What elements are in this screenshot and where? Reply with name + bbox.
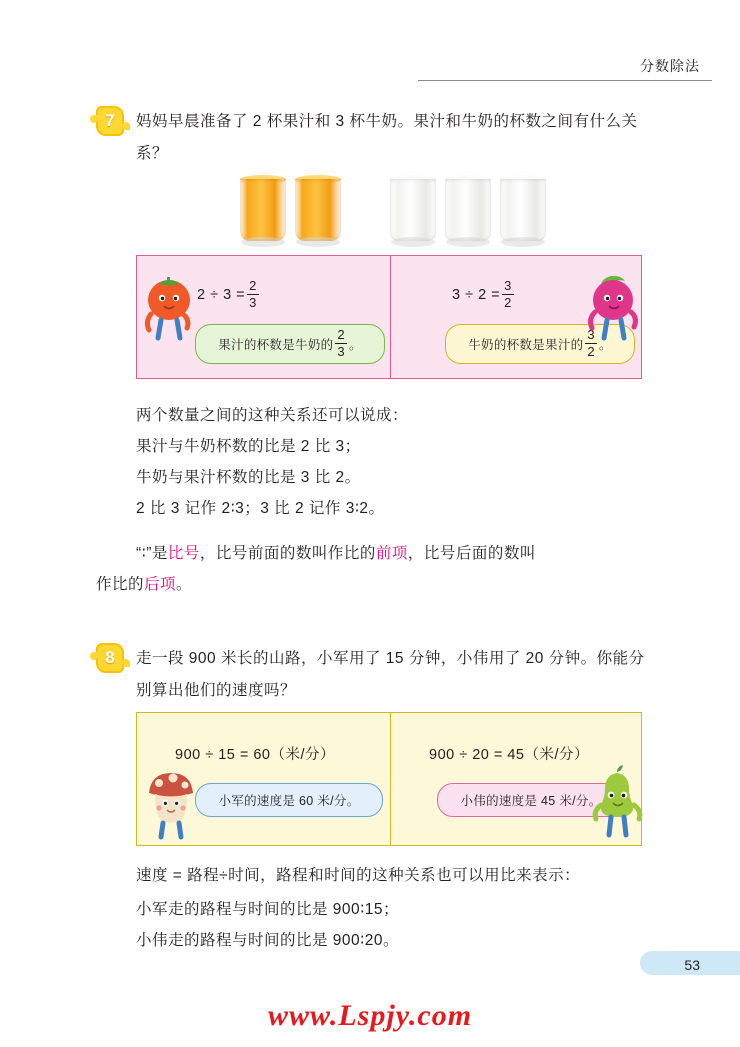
- term-bihao: 比号: [167, 545, 200, 562]
- milk-glass: [445, 179, 491, 241]
- equation-right-7: [452, 280, 516, 310]
- explanation-7-line-2: 果汁与牛奶杯数的比是 2 比 3；: [136, 438, 361, 455]
- panel-divider: [390, 713, 391, 845]
- fraction-numerator: 3: [587, 326, 595, 342]
- watermark: www.Lspjy.com: [267, 999, 473, 1032]
- milk-glass: [500, 179, 546, 241]
- fraction-denominator: 3: [337, 343, 345, 359]
- equation-right-8: 900 ÷ 20 = 45（米/分）: [429, 747, 590, 763]
- equation-left-7-text: 2 ÷ 3 =: [197, 287, 246, 304]
- equation-right-7-text: 3 ÷ 2 =: [452, 287, 501, 304]
- definition-part-4: 作比的: [96, 576, 145, 593]
- bubble-left-7-text: 果汁的杯数是牛奶的: [218, 338, 334, 352]
- definition-line-1: [136, 538, 656, 569]
- juice-glass-body: [240, 179, 286, 241]
- glass-base: [501, 237, 545, 247]
- answer-panel-8: [136, 712, 642, 846]
- explanation-8-line-1: 速度 = 路程÷时间，路程和时间的这种关系也可以用比来表示：: [136, 867, 581, 884]
- problem-number-7: 7: [105, 111, 115, 130]
- problem-question-7: 妈妈早晨准备了 2 杯果汁和 3 杯牛奶。果汁和牛奶的杯数之间有什么关系？: [136, 113, 638, 162]
- definition-part-2: ，比号前面的数叫作比的: [199, 545, 376, 562]
- definition-part-1: “∶”是: [136, 545, 168, 562]
- problem-number-8: 8: [105, 648, 115, 667]
- fraction-denominator: 3: [249, 294, 257, 310]
- explanation-7-line-3: 牛奶与果汁杯数的比是 3 比 2。: [136, 469, 361, 486]
- definition-part-5: 。: [176, 576, 193, 593]
- fraction-denominator: 2: [504, 294, 512, 310]
- juice-glass: [240, 179, 286, 241]
- page-number: 53: [684, 957, 700, 973]
- fraction-numerator: 2: [337, 326, 345, 342]
- juice-glass-body: [295, 179, 341, 241]
- glass-base: [391, 237, 435, 247]
- bubble-left-7-suffix: 。: [348, 338, 362, 352]
- glass-base: [446, 237, 490, 247]
- juice-glass-group: [240, 175, 360, 247]
- explanation-7-line-1: 两个数量之间的这种关系还可以说成：: [136, 407, 409, 424]
- fraction-numerator: 3: [504, 278, 512, 293]
- milk-glass: [390, 179, 436, 241]
- mushroom-mascot-icon: [143, 767, 199, 841]
- fraction-left-7: [247, 279, 259, 309]
- equation-left-7: [197, 280, 261, 310]
- answer-panel-7: [136, 255, 642, 379]
- bubble-fraction-left-7: [335, 328, 347, 358]
- speech-bubble-left-7: [195, 324, 385, 364]
- term-qianxiang: 前项: [375, 545, 408, 562]
- pear-mascot-icon: [589, 765, 645, 841]
- explanation-7-line-4: 2 比 3 记作 2∶3；3 比 2 记作 3∶2。: [136, 500, 385, 517]
- definition-part-3: ，比号后面的数叫: [407, 545, 536, 562]
- term-houxiang: 后项: [144, 576, 177, 593]
- fraction-numerator: 2: [249, 278, 257, 293]
- bubble-right-7-suffix: 。: [598, 338, 612, 352]
- problem-number-badge-7: [96, 106, 124, 136]
- equation-left-8: 900 ÷ 15 = 60（米/分）: [175, 747, 336, 763]
- milk-glass-body: [500, 179, 546, 241]
- speech-bubble-left-8: 小军的速度是 60 米/分。: [195, 783, 383, 817]
- explanation-8-line-2: 小军走的路程与时间的比是 900∶15；: [136, 901, 399, 918]
- chapter-title: 分数除法: [640, 58, 700, 74]
- panel-divider: [390, 256, 391, 378]
- explanation-8-line-3: 小伟走的路程与时间的比是 900∶20。: [136, 932, 399, 949]
- header-rule: [418, 80, 712, 81]
- juice-glass: [295, 179, 341, 241]
- fraction-right-7: [502, 279, 514, 309]
- glass-base: [241, 237, 285, 247]
- milk-glass-body: [390, 179, 436, 241]
- milk-glass-body: [445, 179, 491, 241]
- problem-question-8: 走一段 900 米长的山路，小军用了 15 分钟，小伟用了 20 分钟。你能分别算出他们的速度吗？: [136, 650, 645, 699]
- problem-number-badge-8: [96, 643, 124, 673]
- glass-base: [296, 237, 340, 247]
- milk-glass-group: [390, 175, 570, 247]
- tomato-mascot-icon: [139, 274, 195, 344]
- radish-mascot-icon: [585, 272, 641, 344]
- definition-line-2: [96, 569, 616, 600]
- speech-bubble-right-8: 小伟的速度是 45 米/分。: [437, 783, 625, 817]
- fraction-denominator: 2: [587, 343, 595, 359]
- page-header: [0, 56, 740, 90]
- bubble-right-7-text: 牛奶的杯数是果汁的: [468, 338, 584, 352]
